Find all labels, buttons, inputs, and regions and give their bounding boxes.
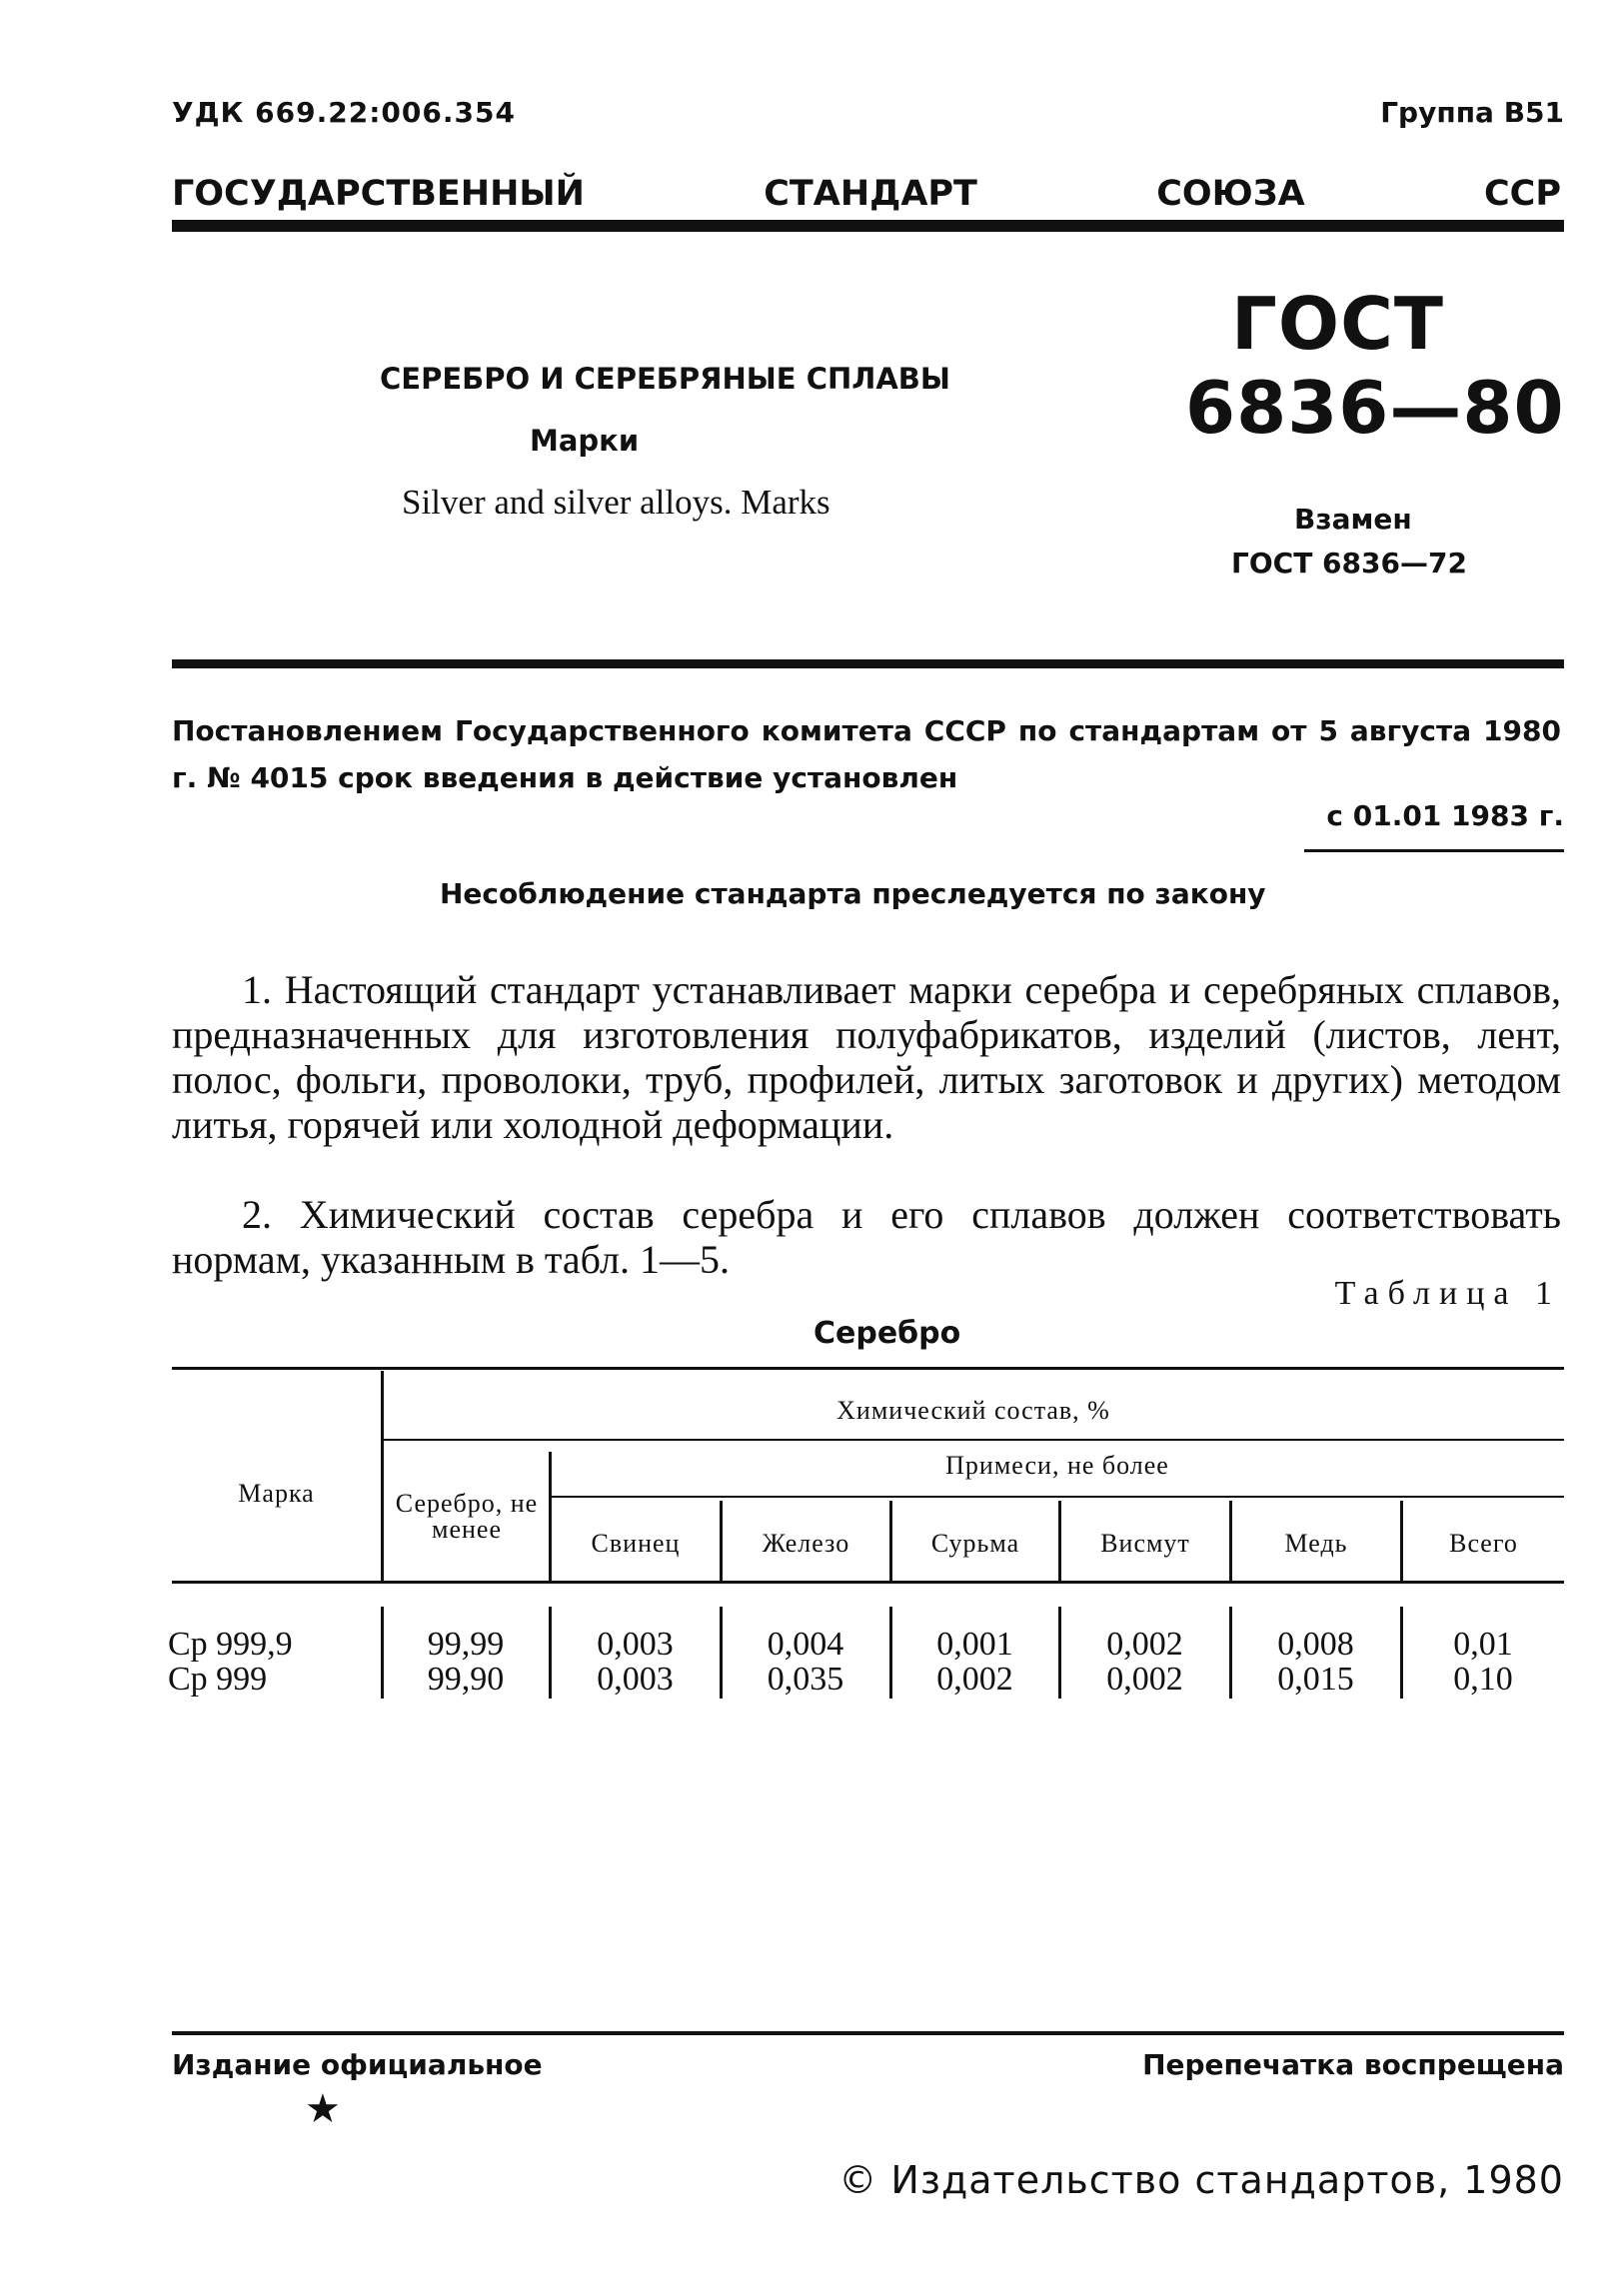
table-cell: 0,002 [1106, 1626, 1183, 1663]
header-divider [172, 220, 1564, 232]
table-cell: 0,01 [1453, 1626, 1513, 1663]
group-code: Группа В51 [1380, 96, 1564, 129]
edition-note: Издание официальное [172, 2048, 543, 2081]
header-mark: Марка [238, 1479, 315, 1508]
table-cell: 0,003 [597, 1626, 674, 1663]
table-title: Серебро [813, 1316, 961, 1351]
table-cell: 0,035 [767, 1661, 844, 1698]
table-cell: 0,10 [1453, 1661, 1513, 1698]
table-cell: 0,002 [1106, 1661, 1183, 1698]
state-standard-heading [172, 174, 1561, 214]
header-impurity-bismuth: Висмут [1100, 1529, 1190, 1558]
state-standard-word: ГОСУДАРСТВЕННЫЙ [172, 174, 585, 214]
header-impurity-lead: Свинец [591, 1529, 681, 1558]
table-cell-silver: 99,90 [427, 1661, 505, 1698]
reprint-notice: Перепечатка воспрещена [1142, 2048, 1564, 2081]
table-cell: 0,008 [1277, 1626, 1354, 1663]
law-notice: Несоблюдение стандарта преследуется по закону [440, 877, 1266, 910]
paragraph-1: 1. Настоящий стандарт устанавливает марки серебра и серебряных сплавов, предназначенных для изготовления полуфабрикатов, изделий (листов, лент, полос, фольги, проволоки, труб, профилей, литых заготовок и других) методом литья, горячей или холодной деформации. [172, 967, 1561, 1147]
table-caption: Таблица 1 [1334, 1275, 1561, 1312]
effective-date: с 01.01 1983 г. [1326, 799, 1564, 832]
header-composition: Химический состав, % [836, 1396, 1110, 1425]
document-title: СЕРЕБРО И СЕРЕБРЯНЫЕ СПЛАВЫ [380, 362, 950, 396]
title-divider [172, 659, 1564, 668]
state-standard-word: ССР [1483, 174, 1561, 214]
header-impurity-antimony: Сурьма [930, 1529, 1020, 1558]
replaces-label: Взамен [1294, 503, 1412, 536]
replaces-value: ГОСТ 6836—72 [1231, 547, 1467, 579]
header-silver: Серебро, не менее [395, 1489, 539, 1544]
document-title-english: Silver and silver alloys. Marks [402, 483, 830, 522]
table-cell-silver: 99,99 [427, 1626, 505, 1663]
table-cell-mark: Ср 999 [168, 1661, 268, 1698]
state-standard-word: СТАНДАРТ [764, 174, 977, 214]
table-subheader-rule [383, 1439, 1564, 1441]
table-subheader-rule [551, 1496, 1564, 1498]
footer-divider [172, 2031, 1564, 2035]
table-cell: 0,001 [936, 1626, 1013, 1663]
header-impurity-total: Всего [1449, 1529, 1518, 1558]
table-cell: 0,003 [597, 1661, 674, 1698]
header-impurity-iron: Железо [762, 1529, 850, 1558]
gost-label: ГОСТ [1231, 282, 1445, 366]
table-cell: 0,002 [936, 1661, 1013, 1698]
table-cell: 0,004 [767, 1626, 844, 1663]
effective-date-underline [1304, 849, 1564, 852]
document-subtitle: Марки [530, 424, 640, 458]
table-cell: 0,015 [1277, 1661, 1354, 1698]
gost-number: 6836—80 [1185, 366, 1565, 450]
table-header-rule [172, 1581, 1564, 1584]
udk-code: УДК 669.22:006.354 [172, 96, 516, 129]
state-standard-word: СОЮЗА [1156, 174, 1305, 214]
header-impurities: Примеси, не более [945, 1451, 1169, 1480]
table-top-rule [172, 1367, 1564, 1370]
copyright-notice: © Издательство стандартов, 1980 [838, 2158, 1564, 2202]
table-cell-mark: Ср 999,9 [168, 1626, 293, 1663]
star-icon: ★ [305, 2086, 341, 2132]
header-impurity-copper: Медь [1284, 1529, 1348, 1558]
decree-text: Постановлением Государственного комитета СССР по стандартам от 5 августа 1980 г. № 4015 срок введения в действие установлен [172, 714, 1561, 794]
paragraph-2: 2. Химический состав серебра и его сплавов должен соответствовать нормам, указанным в табл. 1—5. [172, 1192, 1561, 1282]
